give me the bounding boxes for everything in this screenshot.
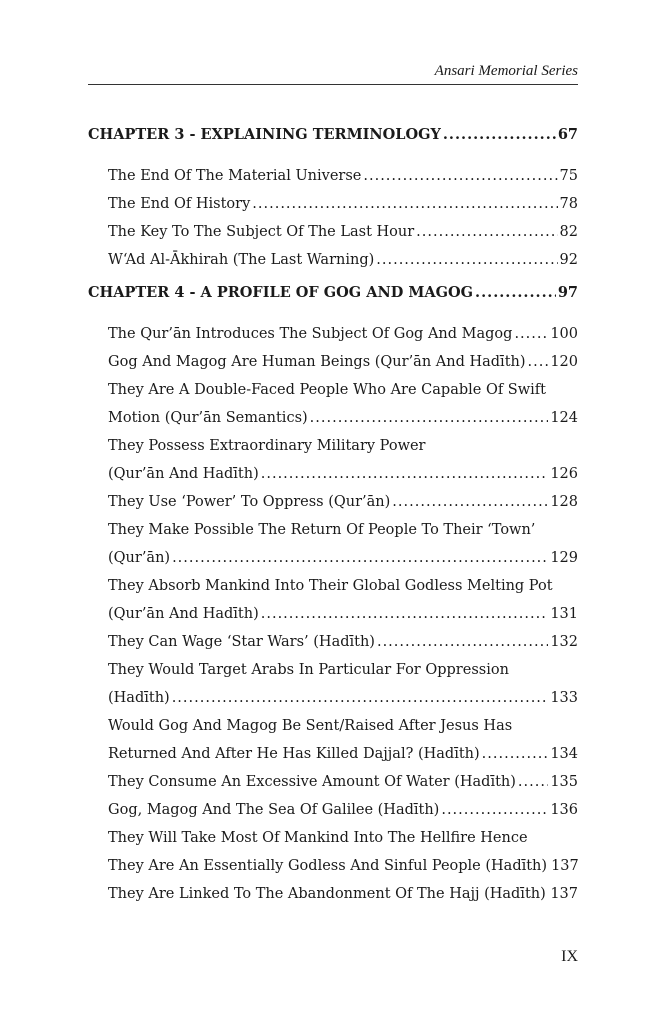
running-header: Ansari Memorial Series (434, 63, 578, 79)
toc-entry[interactable] (88, 768, 578, 796)
dot-leader (376, 246, 557, 274)
dot-leader (528, 348, 549, 376)
page-number: 133 (550, 690, 578, 706)
page-number: 135 (550, 774, 578, 790)
entry-title: W‘Ad Al-Ākhirah (The Last Warning) (108, 252, 375, 268)
toc-chapter-3[interactable] (88, 120, 578, 150)
dot-leader (443, 120, 556, 150)
entry-title: They Can Wage ‘Star Wars’ (Hadīth) (108, 634, 375, 650)
toc-entry-first-line[interactable] (88, 572, 578, 600)
entry-title-line-1: Would Gog And Magog Be Sent/Raised After Jesus Has (108, 718, 513, 734)
page-number: 78 (559, 196, 578, 212)
toc-entry[interactable] (88, 628, 578, 656)
toc-entry[interactable] (88, 796, 578, 824)
dot-leader (261, 460, 549, 488)
dot-leader (363, 162, 557, 190)
page-folio: IX (561, 948, 578, 965)
entry-title: Motion (Qur’ān Semantics) (108, 410, 308, 426)
page-number: 126 (550, 466, 578, 482)
dot-leader (172, 544, 548, 572)
page-number: 137 (550, 886, 578, 902)
dot-leader (441, 796, 548, 824)
entry-title-line-1: They Make Possible The Return Of People To Their ‘Town’ (108, 522, 536, 538)
entry-title-line-1: They Will Take Most Of Mankind Into The Hellfire Hence (108, 830, 528, 846)
dot-leader (518, 768, 548, 796)
entry-title-line-1: They Would Target Arabs In Particular For Oppression (108, 662, 509, 678)
dot-leader (261, 600, 549, 628)
dot-leader (475, 278, 556, 308)
page-number: 120 (550, 354, 578, 370)
dot-leader (514, 320, 548, 348)
entry-title: Gog And Magog Are Human Beings (Qur’ān And Hadīth) (108, 354, 526, 370)
toc-entry-first-line[interactable] (88, 824, 578, 852)
dot-leader (416, 218, 557, 246)
entry-title-line-1: They Are A Double-Faced People Who Are Capable Of Swift (108, 382, 546, 398)
entry-title: They Are An Essentially Godless And Sinful People (Hadīth) (108, 858, 548, 874)
toc-entry-first-line[interactable] (88, 656, 578, 684)
page-number: 129 (550, 550, 578, 566)
toc-entry[interactable] (88, 880, 578, 908)
dot-leader (172, 684, 549, 712)
dot-leader (392, 488, 548, 516)
toc-entry-first-line[interactable] (88, 516, 578, 544)
entry-title: They Are Linked To The Abandonment Of The Hajj (Hadīth) (108, 886, 546, 902)
entry-title: (Qur’ān And Hadīth) (108, 466, 259, 482)
dot-leader (310, 404, 549, 432)
toc-entry[interactable] (88, 218, 578, 246)
entry-title: The Key To The Subject Of The Last Hour (108, 224, 415, 240)
entry-title: (Qur’ān And Hadīth) (108, 606, 259, 622)
page-number: 132 (550, 634, 578, 650)
page-number: 137 (551, 858, 579, 874)
chapter-title: CHAPTER 4 - A PROFILE OF GOG AND MAGOG (88, 284, 474, 301)
page-number: 124 (550, 410, 578, 426)
toc-entry[interactable] (88, 246, 578, 274)
page-number: 136 (550, 802, 578, 818)
toc-entry[interactable] (88, 488, 578, 516)
toc-entry[interactable] (88, 404, 578, 432)
entry-title: (Qur’ān) (108, 550, 171, 566)
entry-title-line-1: They Absorb Mankind Into Their Global Godless Melting Pot (108, 578, 553, 594)
entry-title: They Use ‘Power’ To Oppress (Qur’ān) (108, 494, 391, 510)
table-of-contents (88, 120, 578, 908)
entry-title: (Hadīth) (108, 690, 170, 706)
dot-leader (548, 880, 549, 908)
dot-leader (482, 740, 549, 768)
toc-entry[interactable] (88, 684, 578, 712)
page-number: 100 (550, 326, 578, 342)
page-number: 82 (559, 224, 578, 240)
toc-chapter-4[interactable] (88, 278, 578, 308)
entry-title-line-1: They Possess Extraordinary Military Power (108, 438, 426, 454)
entry-title: The End Of The Material Universe (108, 168, 362, 184)
page-number: 128 (550, 494, 578, 510)
page-number: 67 (557, 126, 578, 143)
entry-title: The Qur’ān Introduces The Subject Of Gog And Magog (108, 326, 513, 342)
entry-title: Returned And After He Has Killed Dajjal? (Hadīth) (108, 746, 480, 762)
toc-entry[interactable] (88, 852, 578, 880)
chapter-title: CHAPTER 3 - EXPLAINING TERMINOLOGY (88, 126, 441, 143)
toc-entry[interactable] (88, 320, 578, 348)
toc-entry[interactable] (88, 544, 578, 572)
toc-entry[interactable] (88, 600, 578, 628)
page-number: 134 (550, 746, 578, 762)
toc-entry[interactable] (88, 162, 578, 190)
toc-entry[interactable] (88, 740, 578, 768)
page-number: 131 (550, 606, 578, 622)
toc-entry-first-line[interactable] (88, 376, 578, 404)
toc-entry-first-line[interactable] (88, 432, 578, 460)
entry-title: They Consume An Excessive Amount Of Water (Hadīth) (108, 774, 516, 790)
page-number: 75 (559, 168, 578, 184)
entry-title: The End Of History (108, 196, 251, 212)
dot-leader (252, 190, 557, 218)
header-rule (88, 84, 578, 85)
toc-entry[interactable] (88, 460, 578, 488)
page-number: 97 (557, 284, 578, 301)
dot-leader (377, 628, 548, 656)
page-number: 92 (559, 252, 578, 268)
toc-entry[interactable] (88, 190, 578, 218)
entry-title: Gog, Magog And The Sea Of Galilee (Hadīth) (108, 802, 440, 818)
toc-entry[interactable] (88, 348, 578, 376)
toc-entry-first-line[interactable] (88, 712, 578, 740)
